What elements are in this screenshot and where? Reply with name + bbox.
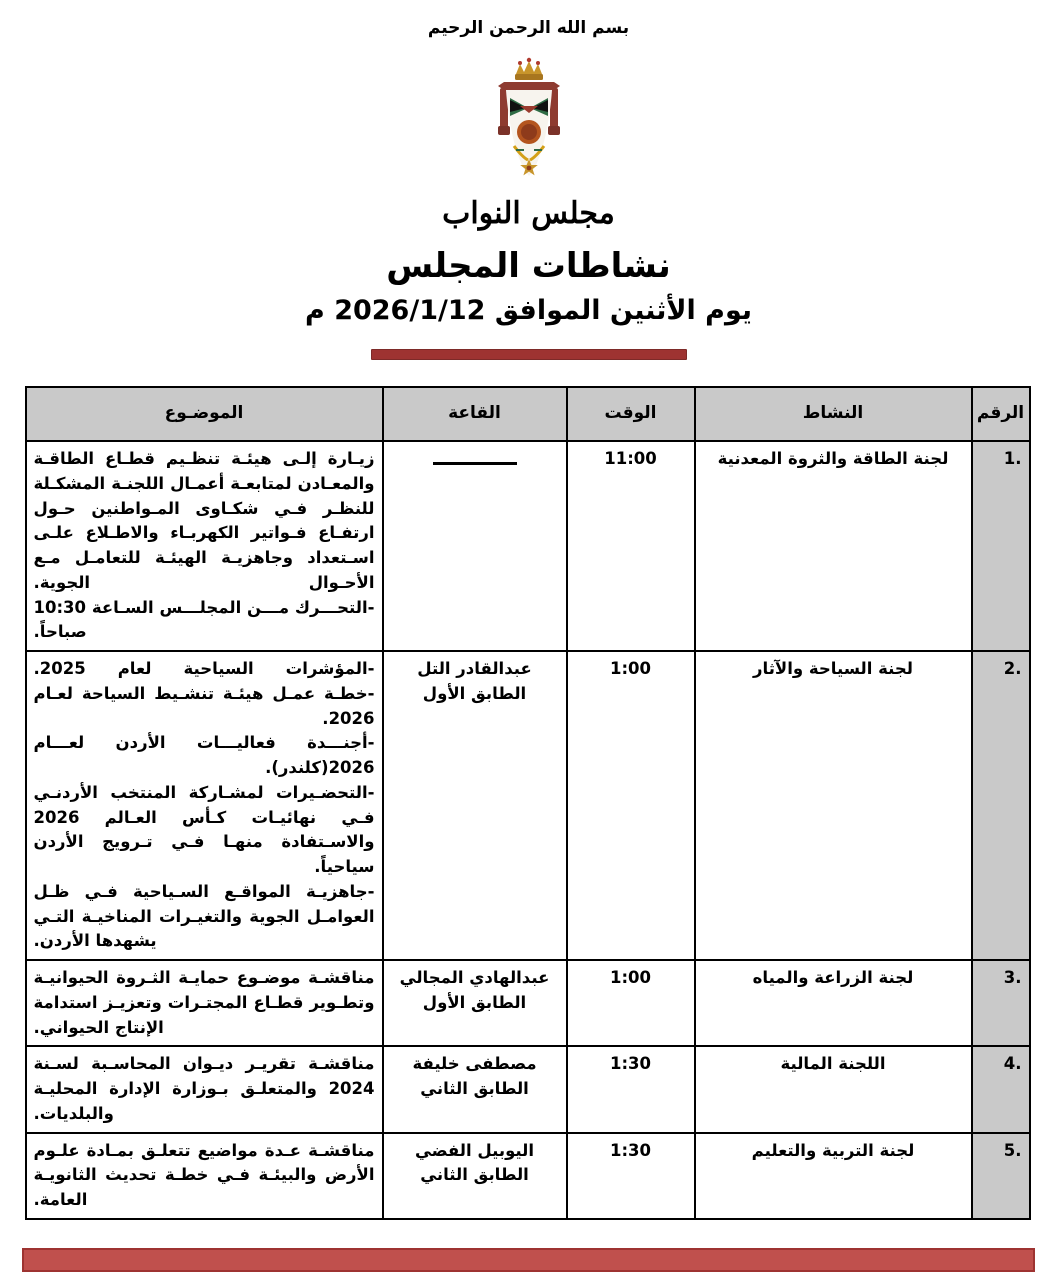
column-header-subject: الموضـوع (26, 387, 383, 441)
subject-paragraph: -التحضـيرات لمشـاركة المنتخب الأردنـي فـي نهائيـات كـأس العـالم 2026 والاسـتفادة منهـا فـي تـرويج الأردن سياحياً. (33, 782, 375, 877)
page-title: نشاطات المجلس (386, 246, 671, 286)
cell-subject (26, 441, 383, 651)
cell-hall (383, 1133, 567, 1219)
hall-line: الطابق الأول (422, 683, 527, 703)
cell-subject (26, 960, 383, 1046)
cell-subject (26, 1046, 383, 1132)
cell-time: 1:00 (567, 651, 695, 960)
cell-time: 11:00 (567, 441, 695, 651)
bottom-accent-bar (22, 1248, 1035, 1272)
column-header-time: الوقت (567, 387, 695, 441)
table-row (26, 960, 1030, 1046)
jordan-coat-of-arms-icon (454, 50, 604, 200)
subject-paragraph: -خطـة عمـل هيئـة تنشـيط السياحة لعـام 2026. (33, 683, 375, 728)
cell-number: 1. (972, 441, 1030, 651)
activities-table (25, 386, 1031, 1220)
basmala-text: بسم الله الرحمن الرحيم (427, 18, 630, 38)
cell-subject (26, 651, 383, 960)
subject-paragraph: -المؤشرات السياحية لعام 2025. (33, 659, 375, 679)
subject-paragraph: -جاهزيـة المواقـع السـياحية فـي ظـل العوامـل الجوية والتغيـرات المناخيـة التـي يشهدها الأردن. (33, 881, 375, 951)
table-header-row (26, 387, 1030, 441)
activities-table-body (26, 441, 1030, 1219)
top-accent-bar (371, 349, 687, 360)
cell-activity: لجنة الطاقة والثروة المعدنية (695, 441, 972, 651)
cell-activity: لجنة التربية والتعليم (695, 1133, 972, 1219)
emblem-wordmark: مجلس النواب (442, 196, 615, 231)
cell-number: 5. (972, 1133, 1030, 1219)
hall-line: الطابق الثاني (420, 1079, 529, 1099)
hall-line: اليوبيل الفضي (414, 1140, 534, 1160)
subject-paragraph: مناقشـة تقريـر ديـوان المحاسـبة لسـنة 2024 والمتعلـق بـوزارة الإدارة المحليـة والبلديات. (33, 1054, 375, 1123)
cell-hall (383, 960, 567, 1046)
activities-table-container (27, 386, 1031, 1220)
page-subtitle: يوم الأثنين الموافق 2026/1/12 م (304, 294, 753, 326)
hall-line: عبدالهادي المجالي (399, 968, 550, 988)
subject-paragraph: مناقشـة عـدة مواضيع تتعلـق بمـادة علـوم الأرض والبيئـة فـي خطـة تحديث الثانويـة العامة. (33, 1140, 375, 1210)
parliament-emblem (0, 50, 1057, 231)
cell-number: 4. (972, 1046, 1030, 1132)
subject-paragraph: -أجنـــدة فعاليـــات الأردن لعـــام 2026(كلندر). (33, 733, 375, 778)
subject-paragraph: مناقشـة موضـوع حمايـة الثـروة الحيوانيـة وتطـوير قطـاع المجتـرات وتعزيـز استدامة الإنتاج الحيواني. (33, 968, 375, 1037)
hall-line: الطابق الأول (422, 992, 527, 1012)
cell-activity: لجنة الزراعة والمياه (695, 960, 972, 1046)
cell-time: 1:30 (567, 1133, 695, 1219)
table-row (26, 441, 1030, 651)
cell-hall (383, 441, 567, 651)
column-header-hall: القاعة (383, 387, 567, 441)
cell-time: 1:00 (567, 960, 695, 1046)
cell-hall (383, 651, 567, 960)
column-header-number: الرقم (972, 387, 1030, 441)
table-row (26, 1046, 1030, 1132)
cell-number: 2. (972, 651, 1030, 960)
table-row (26, 1133, 1030, 1219)
column-header-activity: النشاط (695, 387, 972, 441)
hall-line: عبدالقادر التل (417, 659, 532, 679)
hall-line: الطابق الثاني (420, 1165, 529, 1185)
cell-time: 1:30 (567, 1046, 695, 1132)
cell-number: 3. (972, 960, 1030, 1046)
hall-line: مصطفى خليفة (412, 1054, 537, 1074)
table-row (26, 651, 1030, 960)
cell-hall (383, 1046, 567, 1132)
cell-activity: لجنة السياحة والآثار (695, 651, 972, 960)
subject-paragraph: زيـارة إلـى هيئـة تنظـيم قطـاع الطاقـة والمعـادن لمتابعـة أعمـال اللجنـة المشكـلة للنظـر فـي شكـاوى المـواطنين حـول ارتفـاع فـواتير الكهربـاء والاطـلاع علـى اسـتعداد وجاهزيـة الهيئـة للتعامـل مـع الأحـوال الجوية. (33, 449, 375, 592)
subject-note: -التحـــرك مـــن المجلـــس السـاعة 10:30 صباحاً. (33, 597, 375, 642)
hall-placeholder-line (433, 451, 517, 465)
cell-activity: اللجنة المالية (695, 1046, 972, 1132)
cell-subject (26, 1133, 383, 1219)
